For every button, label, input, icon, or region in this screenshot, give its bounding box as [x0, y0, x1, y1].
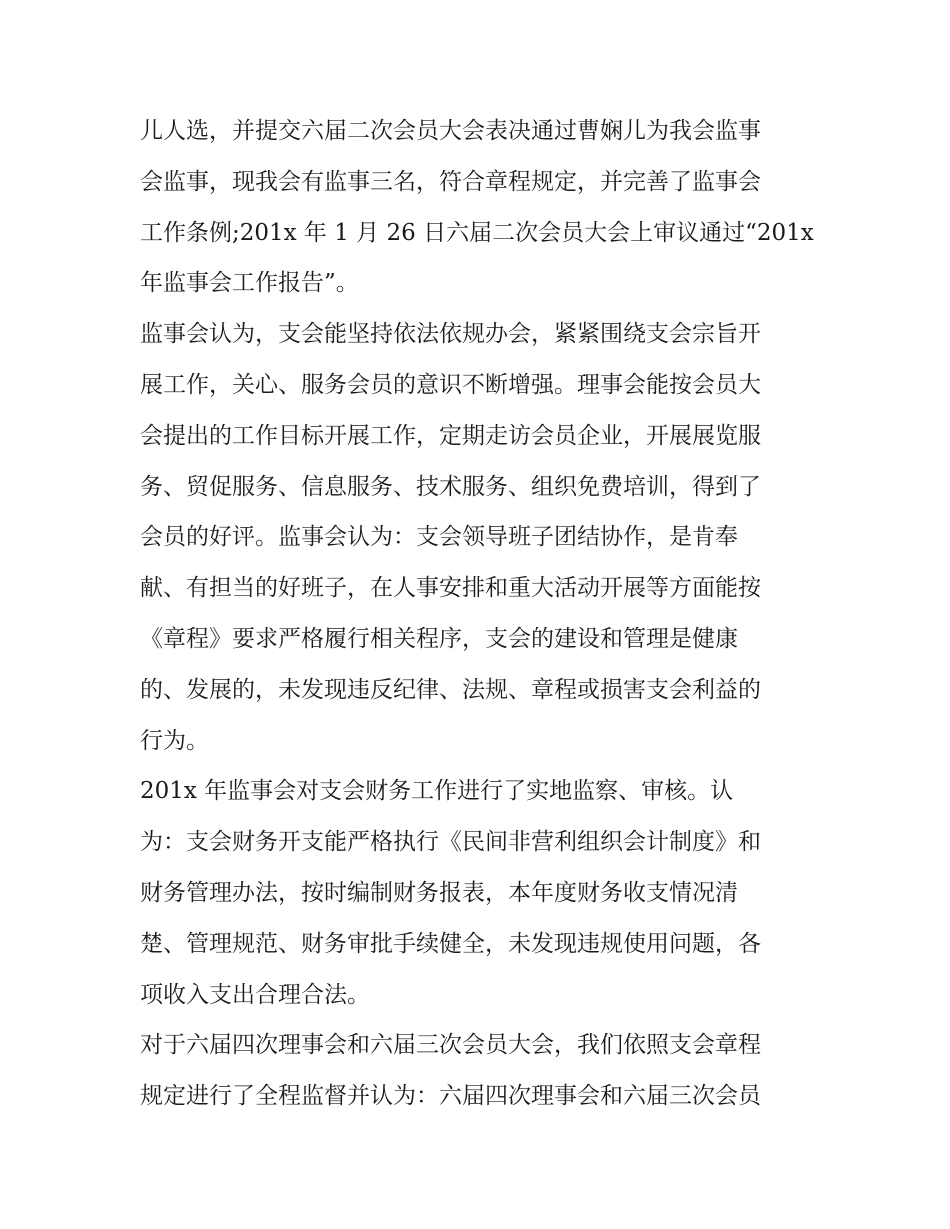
text-line: 财务管理办法，按时编制财务报表，本年度财务收支情况清 — [140, 879, 738, 906]
text-line: 《章程》要求严格履行相关程序，支会的建设和管理是健康 — [140, 625, 738, 652]
text-line: 为：支会财务开支能严格执行《民间非营利组织会计制度》和 — [140, 829, 761, 856]
document-body — [140, 106, 820, 1122]
text-line: 201x 年监事会对支会财务工作进行了实地监察、审核。认 — [140, 778, 734, 805]
text-line: 监事会认为，支会能坚持依法依规办会，紧紧围绕支会宗旨开 — [140, 321, 761, 348]
text-line: 儿人选，并提交六届二次会员大会表决通过曹娴儿为我会监事 — [140, 118, 761, 144]
text-line: 项收入支出合理合法。 — [140, 981, 370, 1008]
text-line: 行为。 — [140, 727, 209, 754]
text-line: 会提出的工作目标开展工作，定期走访会员企业，开展展览服 — [140, 422, 761, 449]
text-line: 对于六届四次理事会和六届三次会员大会，我们依照支会章程 — [140, 1032, 761, 1059]
text-line: 的、发展的，未发现违反纪律、法规、章程或损害支会利益的 — [140, 676, 761, 703]
text-line: 展工作，关心、服务会员的意识不断增强。理事会能按会员大 — [140, 371, 761, 398]
text-line: 楚、管理规范、财务审批手续健全，未发现违规使用问题，各 — [140, 930, 761, 957]
text-line: 献、有担当的好班子，在人事安排和重大活动开展等方面能按 — [140, 575, 761, 602]
text-line: 务、贸促服务、信息服务、技术服务、组织免费培训，得到了 — [140, 473, 761, 500]
text-line: 年监事会工作报告”。 — [140, 270, 359, 297]
text-line: 规定进行了全程监督并认为：六届四次理事会和六届三次会员 — [140, 1083, 761, 1110]
text-line: 工作条例;201x 年 1 月 26 日六届二次会员大会上审议通过“201x — [140, 219, 814, 246]
text-line: 会员的好评。监事会认为：支会领导班子团结协作，是肯奉 — [140, 524, 738, 551]
text-line: 会监事，现我会有监事三名，符合章程规定，并完善了监事会 — [140, 168, 761, 195]
